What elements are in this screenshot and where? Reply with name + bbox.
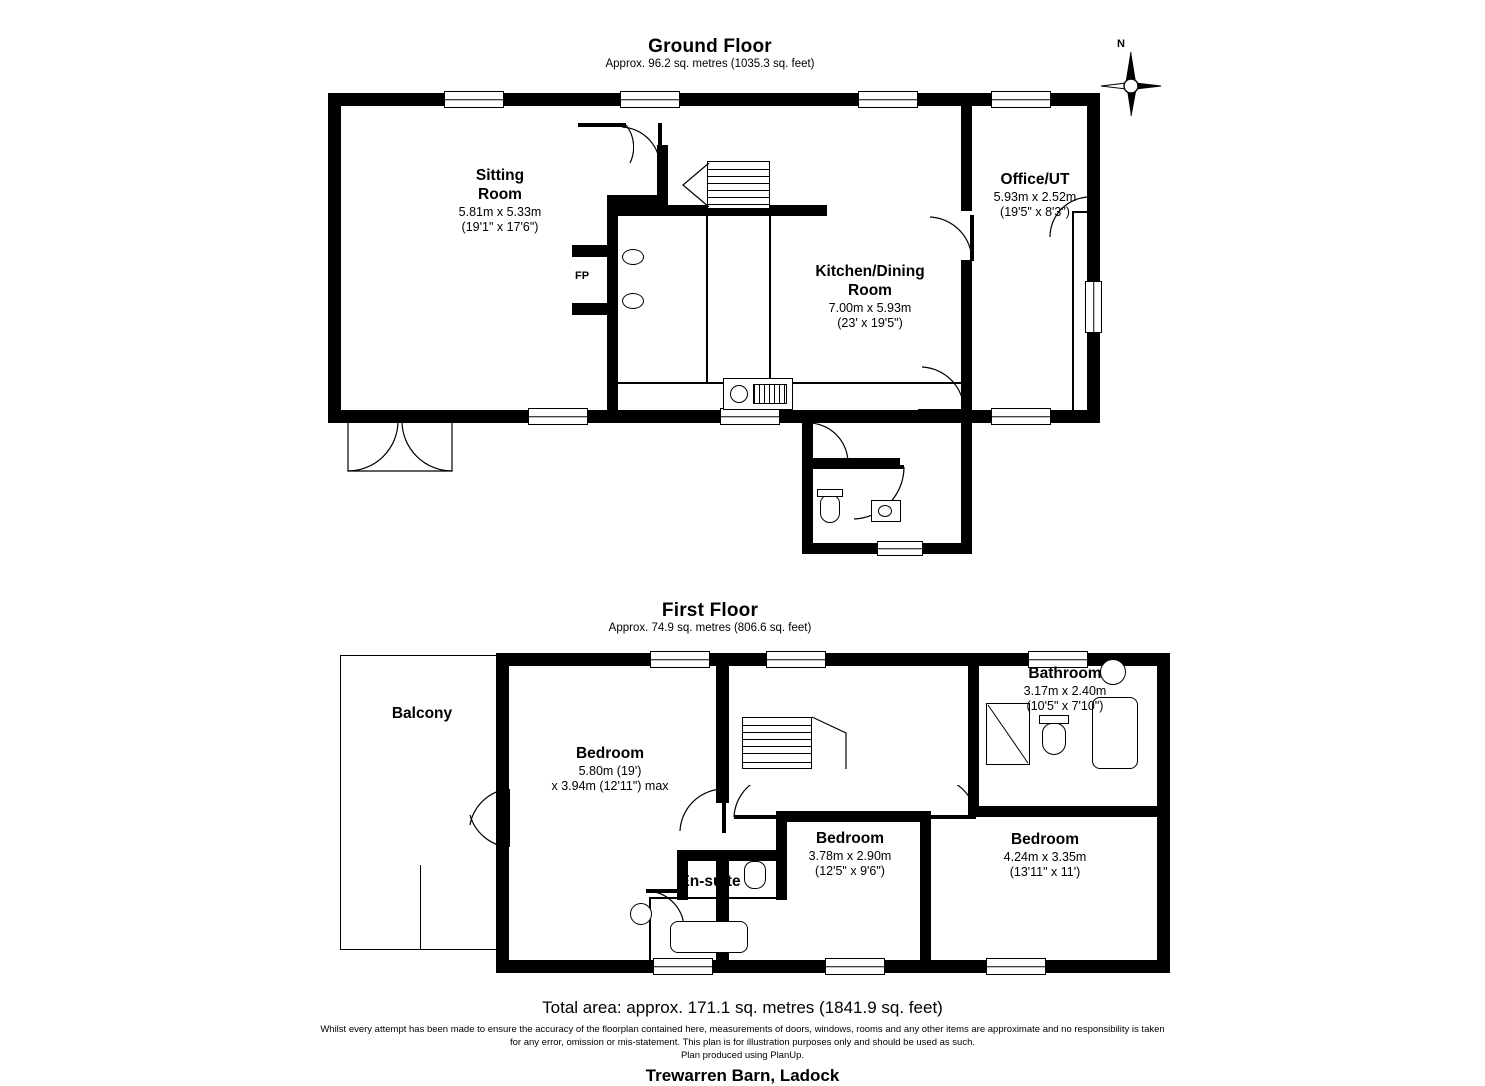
wc-wall-left (802, 458, 813, 554)
sitting-room-dim-imperial: (19'1" x 17'6") (461, 220, 539, 235)
bedroom-main-dim-imperial: x 3.94m (12'11") max (551, 779, 669, 794)
interior-wall-kitchen-top-right (807, 205, 827, 216)
ff-staircase (742, 717, 812, 769)
window-bottom-3 (991, 408, 1051, 425)
bedroom-right-name: Bedroom (1010, 831, 1080, 848)
kitchen-sink-bowl (730, 385, 748, 403)
window-bottom-2 (720, 408, 780, 425)
office-dim-metric: 5.93m x 2.52m (993, 189, 1077, 204)
ff-wall-middle-bedroom-top (776, 811, 931, 822)
room-label-office-ut (940, 171, 1130, 220)
ff-window-bottom-1 (653, 958, 713, 975)
bedroom-right-dim-metric: 4.24m x 3.35m (1003, 849, 1087, 864)
wc-basin-bowl (878, 505, 892, 517)
window-bottom-1 (528, 408, 588, 425)
kitchen-dim-metric: 7.00m x 5.93m (828, 300, 912, 315)
bedroom-right-dim-imperial: (13'11" x 11') (1009, 865, 1081, 880)
first-floor-subtitle: Approx. 74.9 sq. metres (806.6 sq. feet) (608, 622, 812, 634)
room-label-bedroom-main (510, 745, 710, 794)
first-floor-title: First Floor (661, 600, 759, 621)
hob-ring-2 (622, 293, 644, 309)
door-kitchen-to-lobby (912, 363, 972, 419)
ff-door-right-bedroom (920, 785, 980, 835)
wc-wall-right (961, 423, 972, 554)
compass-label: N (1117, 38, 1125, 50)
ff-wall-bathroom-bottom (968, 806, 1170, 817)
bathroom-dim-imperial: (10'5" x 7'10") (1026, 699, 1104, 714)
office-name-line1: Office/UT (1000, 171, 1070, 188)
ground-floor-title: Ground Floor (648, 36, 772, 57)
ground-floor-subtitle: Approx. 96.2 sq. metres (1035.3 sq. feet) (605, 58, 815, 70)
disclaimer-line-3: Plan produced using PlanUp. (680, 1050, 805, 1061)
room-label-sitting-room (390, 167, 610, 235)
bathroom-dim-metric: 3.17m x 2.40m (1023, 683, 1107, 698)
stair-edge-line (706, 209, 708, 382)
window-right-office (1085, 281, 1102, 333)
sitting-room-name-line2: Room (478, 185, 522, 203)
first-floor-plan (320, 645, 1200, 985)
fireplace-chimney-upper (572, 245, 618, 257)
ff-wall-bedroom-landing (716, 653, 729, 803)
kitchen-name-line2: Room (848, 281, 892, 299)
ff-stair-direction-arrow (810, 713, 862, 773)
room-label-ensuite (650, 873, 770, 892)
fireplace-chimney-lower (572, 303, 618, 315)
exterior-wall-left (328, 93, 341, 423)
bathroom-name: Bathroom (1028, 665, 1102, 682)
stair-direction-arrow (675, 161, 715, 211)
room-label-kitchen-dining (740, 263, 1000, 331)
fireplace-label: FP (575, 270, 590, 282)
window-wc-bottom (877, 541, 923, 556)
window-top-2 (620, 91, 680, 108)
room-label-bedroom-right (950, 831, 1140, 880)
balcony-name: Balcony (391, 705, 453, 722)
bathroom-toilet-cistern (1039, 715, 1069, 724)
disclaimer-line-1: Whilst every attempt has been made to ensure the accuracy of the floorplan contained here, measurements of doors, windows, rooms and any other items are approximate and no responsibility is taken (320, 1024, 1165, 1035)
window-top-4 (991, 91, 1051, 108)
ff-door-middle-bedroom (730, 785, 790, 835)
wc-cistern (817, 489, 843, 497)
ensuite-name: En-suite (679, 873, 741, 890)
disclaimer-line-2: for any error, omission or mis-statement. This plan is for illustration purposes only and should be used as such. (509, 1037, 976, 1048)
hob-ring-1 (622, 249, 644, 265)
kitchen-name-line1: Kitchen/Dining (815, 263, 925, 280)
office-dim-imperial: (19'5" x 8'3") (1000, 205, 1070, 220)
door-hall-to-kitchen (618, 121, 674, 181)
ff-wall-bedroom-landing-lower (716, 850, 729, 973)
room-label-bedroom-middle (760, 830, 940, 879)
window-top-3 (858, 91, 918, 108)
ff-window-top-2 (766, 651, 826, 668)
bathroom-toilet (1042, 723, 1066, 755)
bedroom-middle-name: Bedroom (815, 830, 885, 847)
ff-window-bottom-3 (986, 958, 1046, 975)
ff-door-balcony (464, 785, 514, 855)
ground-floor-plan (320, 85, 1110, 560)
balcony-step (420, 865, 506, 950)
french-door-sitting-room (346, 419, 456, 479)
room-label-bathroom (970, 665, 1160, 714)
wc-toilet (820, 495, 840, 523)
ensuite-bath (670, 921, 748, 953)
bedroom-main-name: Bedroom (575, 745, 645, 762)
total-area-text: Total area: approx. 171.1 sq. metres (1841.9 sq. feet) (542, 998, 943, 1017)
window-top-1 (444, 91, 504, 108)
kitchen-dim-imperial: (23' x 19'5") (837, 316, 903, 331)
bedroom-middle-dim-imperial: (12'5" x 9'6") (815, 864, 885, 879)
bedroom-middle-dim-metric: 3.78m x 2.90m (808, 848, 892, 863)
room-label-balcony (342, 705, 502, 724)
bedroom-main-dim-metric: 5.80m (19') (578, 763, 642, 778)
kitchen-drainer (753, 384, 787, 404)
staircase-ground (707, 161, 770, 209)
ensuite-basin (630, 903, 652, 925)
ff-window-bottom-2 (825, 958, 885, 975)
ff-window-top-1 (650, 651, 710, 668)
first-floor-section (0, 570, 1485, 1020)
plan-title: Trewarren Barn, Ladock (645, 1066, 840, 1085)
sitting-room-dim-metric: 5.81m x 5.33m (458, 204, 542, 219)
sitting-room-name-line1: Sitting (475, 167, 525, 184)
door-lobby-exterior (804, 419, 864, 467)
exterior-wall-right (1087, 93, 1100, 423)
